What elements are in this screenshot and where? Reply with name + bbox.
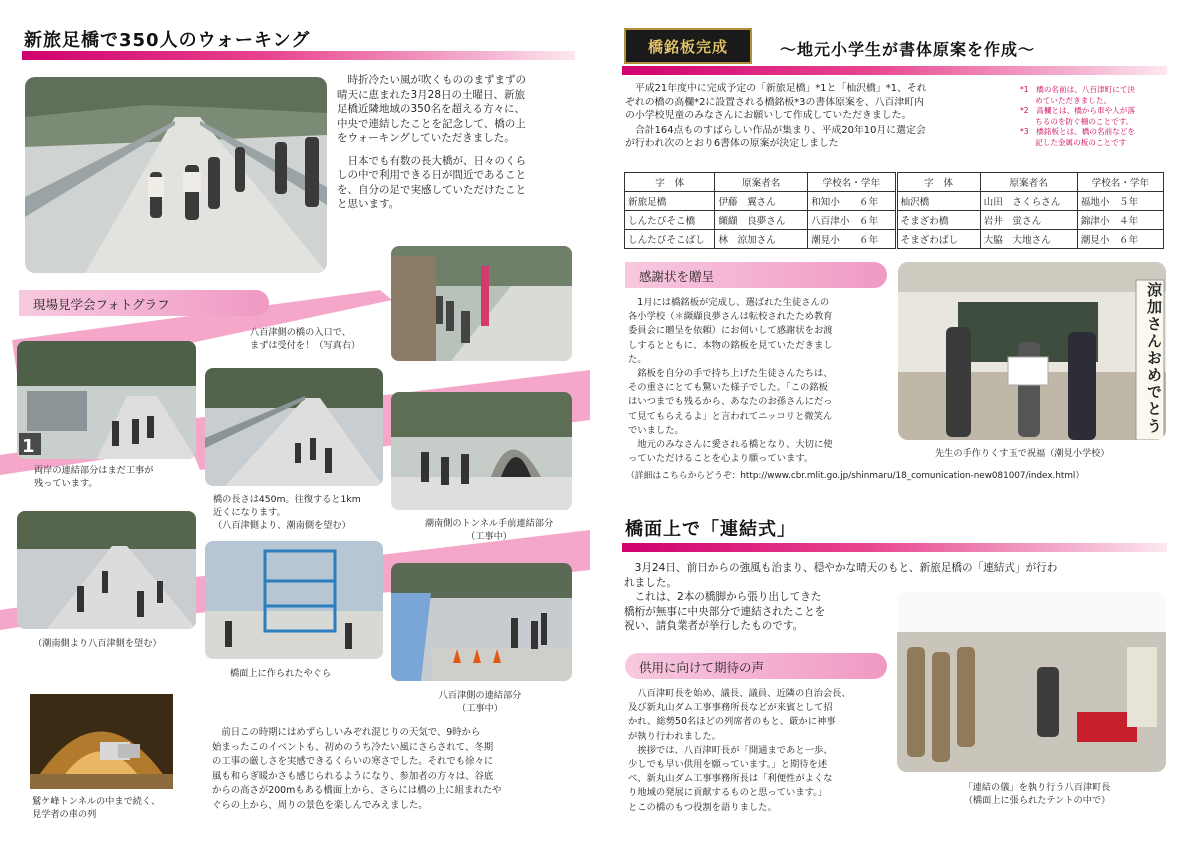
caption-tunnel-cars: 鷲ケ峰トンネルの中まで続く、 見学者の車の列: [32, 796, 161, 820]
table-row: しんたびそこばし 林 涼加さん 潮見小 ６年 そまざわばし 大脇 大地さん 潮見小 ６年: [625, 230, 1164, 249]
caption-entrance: 八百津側の橋の入口で、 まずは受付を！（写真右）: [250, 327, 361, 351]
caption-toward: （潮南側より八百津側を望む）: [33, 638, 162, 649]
entrance-photo: [391, 246, 572, 361]
ceremony-title: 橋面上で「連結式」: [625, 519, 796, 540]
caption-joint: 両岸の連結部分はまだ工事が 残っています。: [34, 465, 154, 489]
title-underline-right: [622, 66, 1167, 75]
svg-text:1: 1: [22, 436, 35, 457]
section-expectation: 供用に向けて期待の声: [625, 653, 887, 679]
caption-ceremony: 「連結の儀」を執り行う八百津町長 （橋面上に張られたテントの中で）: [963, 782, 1111, 806]
ceremony-paragraph: 3月24日、前日からの強風も治まり、穏やかな晴天のもと、新旅足橋の「連結式」が行わ れました。 これは、2本の橋脚から張り出してきた 橋桁が無事に中央部分で連結されたことを 祝い、請負業者が挙行したものです。: [624, 562, 1058, 632]
font-selection-table: [624, 172, 1164, 249]
table-row: しんたびそこ橋 纐纈 良夢さん 八百津小 ６年 そまざわ橋 岩井 蛍さん 錦津小 ４年: [625, 211, 1164, 230]
ceremony-photo: [897, 592, 1166, 772]
ceremony-underline: [622, 543, 1167, 552]
section-photo-gallery: 現場見学会フォトグラフ: [19, 290, 269, 316]
page-title-left: 新旅足橋で350人のウォーキング: [24, 30, 311, 51]
details-url: （詳細はこちらからどうぞ：http://www.cbr.mlit.go.jp/shinmaru/18_comunication-new081007/index.html）: [626, 471, 1085, 481]
nameplate-intro: 平成21年度中に完成予定の「新旅足橋」*1と「杣沢橋」*1、それ ぞれの橋の高欄*2に設置される橋銘板*3の書体原案を、八百津町内 の小学校児童のみなさんにお願いして作成していただきました。 合計164点ものすばらしい作品が集まり、平成20年10月に選定会 が行われ次のとおり6書体の原案が決定しました: [625, 83, 927, 150]
section-award: 感謝状を贈呈: [625, 262, 887, 288]
joint-photo: [17, 341, 196, 459]
caption-award: 先生の手作りくす玉で祝福（潮見小学校）: [935, 448, 1110, 459]
table-header-row: 字 体 原案者名 学校名・学年 字 体 原案者名 学校名・学年: [625, 173, 1164, 192]
award-paragraph: 1月には橋銘板が完成し、選ばれた生徒さんの 各小学校（＊纐纈良夢さんは転校されたため教育 委員会に贈呈を依頼）にお伺いして感謝状をお渡 しするとともに、本物の銘板を見ていただきまし た。 銘板を自分の手で持ち上げた生徒さんたちは、 その重さにとても驚いた様子でした。「この銘板 はいつまでも残るから、あなたのお孫さんにだっ て見てもらえるよ」と言われてニッコリと微笑ん でいました。 地元のみなさんに愛される橋となり、大切に使 っていただけることを心より願っています。: [628, 297, 833, 465]
celebration-banner: 涼加さんおめでとう: [1145, 282, 1163, 435]
toward-yaotsu-photo: [17, 511, 196, 629]
intro-paragraph: 時折冷たい風が吹くもののまずまずの 晴天に恵まれた3月28日の土曜日、新旅 足橋近隣地域の350名を超える方々に、 中央で連結したことを記念して、橋の上 をウォーキングしていただきました。 日本でも有数の長大橋が、日々のくら しの中で利用できる日が間近であること を、自分の足で実感していただけたこと と思います。: [337, 74, 526, 210]
bridge-length-photo: [205, 368, 383, 486]
page-subtitle-right: ～地元小学生が書体原案を作成～: [780, 40, 1036, 59]
expectation-paragraph: 八百津町長を始め、議長、議員、近隣の自治会長、 及び新丸山ダム工事事務所長などが来賓として招 かれ、総勢50名ほどの列席者のもと、厳かに神事 が執り行われました。 挨拶では、八百津町長が「開通まであと一歩、 少しでも早い供用を願っています。」と期待を述 べ、新丸山ダム工事事務所長は「利便性がよくな り地域の発展に貢献するものと思っています。」 とこの橋のもつ役割を語りました。: [628, 688, 851, 813]
caption-yaotsu-joint: 八百津側の連結部分 （工事中）: [438, 690, 522, 714]
walking-photo: [25, 77, 327, 273]
tunnel-joint-photo: [391, 392, 572, 510]
yaotsu-joint-photo: [391, 563, 572, 681]
table-row: 新旅足橋 伊藤 翼さん 和知小 ６年 杣沢橋 山田 さくらさん 福地小 ５年: [625, 192, 1164, 211]
award-ceremony-photo: [898, 262, 1166, 440]
badge-nameplate: 橋銘板完成: [624, 28, 752, 64]
closing-paragraph: 前日この時期にはめずらしいみぞれ混じりの天気で、9時から 始まったこのイベントも、初めのうち冷たい風にさらされて、冬期 の工事の厳しさを実感できるくらいの寒さでした。それでも徐々に 風も和らぎ暖かさも感じられるようになり、参加者の方々は、谷底 からの高さが200mもある橋面上から、さらには橋の上に組まれたや ぐらの上から、周りの景色を楽しんでみえました。: [212, 727, 502, 811]
tunnel-cars-photo: [30, 694, 173, 789]
caption-length: 橋の長さは450m。往復すると1km 近くになります。 （八百津側より、潮南側を望む）: [213, 494, 361, 531]
title-underline: [22, 51, 575, 60]
yagura-photo: [205, 541, 383, 659]
footnotes: *1 橋の名前は、八百津町にて決 めていただきました。 *2 高欄とは、橋から車や人が落 ちるのを防ぐ柵のことです。 *3 橋銘板とは、橋の名前などを 記した金属の板のことです: [1020, 85, 1135, 147]
caption-yagura: 橋面上に作られたやぐら: [230, 668, 332, 679]
caption-tunnel-joint: 潮南側のトンネル手前連結部分 （工事中）: [424, 518, 554, 542]
